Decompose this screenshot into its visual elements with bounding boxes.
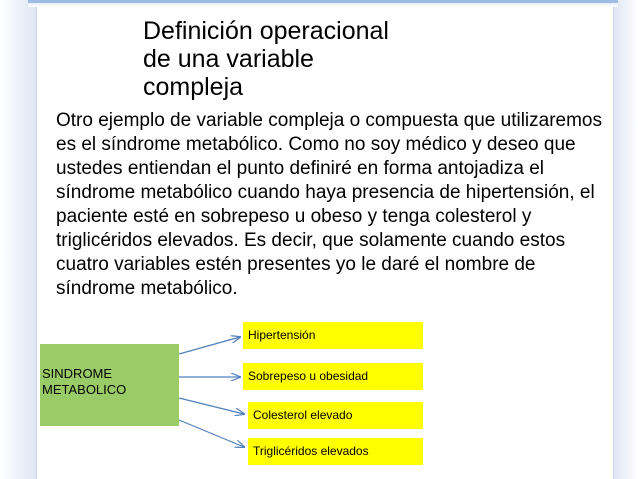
slide-frame-right [614,0,638,479]
sindrome-box-line-1: SINDROME [42,366,113,381]
arrow-to-colesterol [179,398,244,414]
slide-title-line-2: de una variable [143,45,314,73]
sindrome-box-line-2: METABOLICO [42,382,127,397]
slide-frame-left-line [36,0,37,479]
slide-frame-left [0,0,36,479]
component-hipertension: Hipertensión [243,322,423,349]
component-sobrepeso: Sobrepeso u obesidad [243,363,423,390]
body-paragraph: Otro ejemplo de variable compleja o compuesta que utilizaremos es el síndrome metabólico. Como no soy médico y deseo que ustedes entiendan el punto definiré en forma antojadiza el síndrome metabólico cuando haya presencia de hipertensión, el paciente esté en sobrepeso u obeso y tenga colesterol y triglicéridos elevados. Es decir, que solamente cuando estos cuatro variables estén presentes yo le daré el nombre de síndrome metabólico. [56,110,602,299]
component-colesterol: Colesterol elevado [248,402,423,429]
arrow-to-trigliceridos [179,420,244,447]
slide-title-line-3: compleja [143,73,244,101]
component-trigliceridos: Triglicéridos elevados [248,438,423,465]
slide-title [143,17,443,101]
slide-title-line-1: Definición operacional [143,17,389,45]
slide-frame-top-shade [28,3,618,7]
arrow-to-hipertension [179,337,240,354]
sindrome-metabolico-box [40,344,179,426]
